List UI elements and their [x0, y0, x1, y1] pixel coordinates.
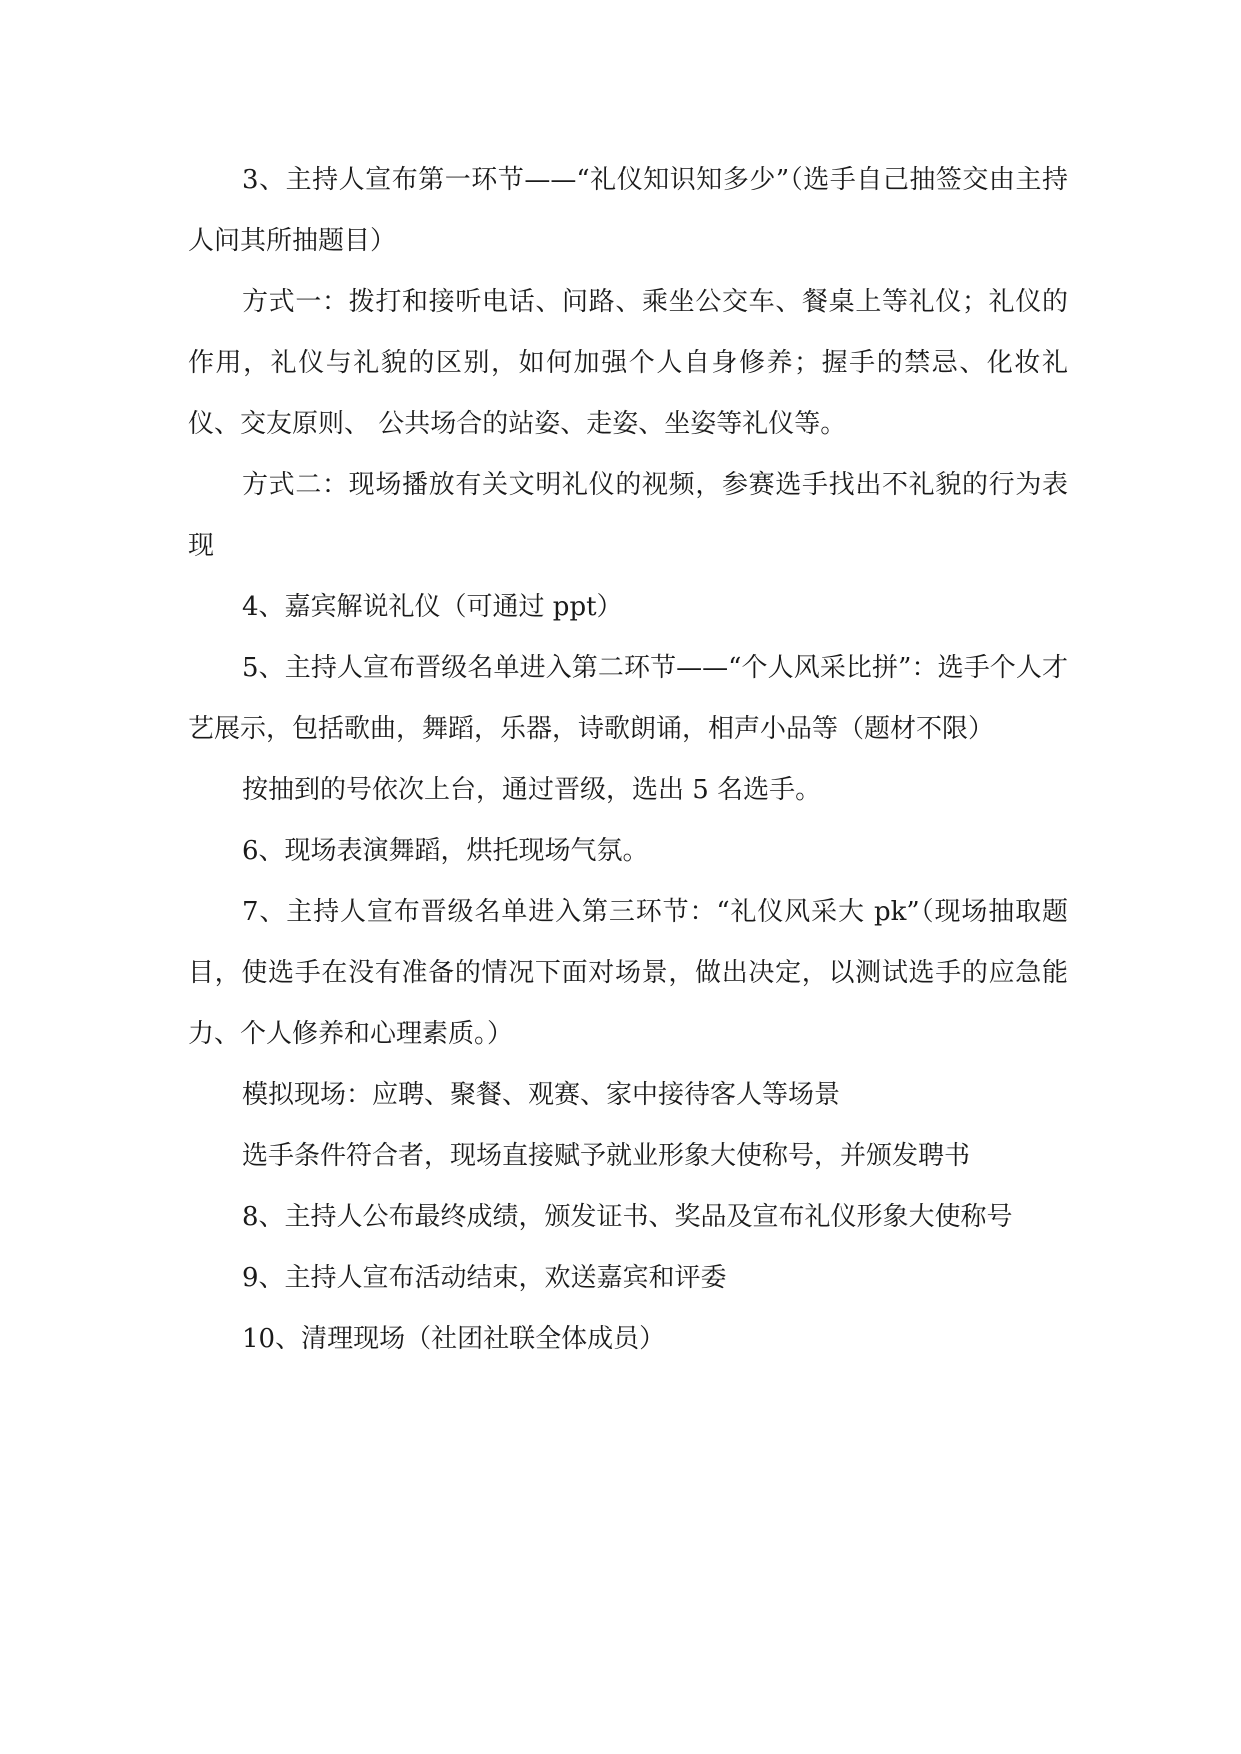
paragraph-method-2: 方式二：现场播放有关文明礼仪的视频，参赛选手找出不礼貌的行为表现	[188, 470, 1068, 561]
paragraph-step-6: 6、现场表演舞蹈，烘托现场气氛。	[242, 836, 649, 866]
paragraph-method-1: 方式一：拨打和接听电话、问路、乘坐公交车、餐桌上等礼仪；礼仪的作用，礼仪与礼貌的区别，如何加强个人自身修养；握手的禁忌、化妆礼仪、交友原则、 公共场合的站姿、走姿、坐姿等礼仪等。	[188, 287, 1068, 439]
paragraph-step-5-detail: 按抽到的号依次上台，通过晋级，选出 5 名选手。	[242, 775, 822, 805]
paragraph-simulation: 模拟现场：应聘、聚餐、观赛、家中接待客人等场景	[242, 1080, 841, 1110]
document-body	[188, 150, 1068, 1370]
paragraph-step-5: 5、主持人宣布晋级名单进入第二环节——“个人风采比拼”：选手个人才艺展示，包括歌曲，舞蹈，乐器，诗歌朗诵，相声小品等（题材不限）	[188, 653, 1068, 744]
paragraph-step-3: 3、主持人宣布第一环节——“礼仪知识知多少”（选手自己抽签交由主持人问其所抽题目）	[188, 165, 1068, 256]
paragraph-step-7: 7、主持人宣布晋级名单进入第三环节：“礼仪风采大 pk”（现场抽取题目，使选手在没有准备的情况下面对场景，做出决定，以测试选手的应急能力、个人修养和心理素质。）	[188, 897, 1068, 1049]
paragraph-step-9: 9、主持人宣布活动结束，欢送嘉宾和评委	[242, 1263, 727, 1293]
paragraph-ambassador: 选手条件符合者，现场直接赋予就业形象大使称号，并颁发聘书	[242, 1141, 971, 1171]
paragraph-step-4: 4、嘉宾解说礼仪（可通过 ppt）	[242, 592, 623, 622]
paragraph-step-8: 8、主持人公布最终成绩，颁发证书、奖品及宣布礼仪形象大使称号	[242, 1202, 1013, 1232]
paragraph-step-10: 10、清理现场（社团社联全体成员）	[242, 1324, 666, 1354]
